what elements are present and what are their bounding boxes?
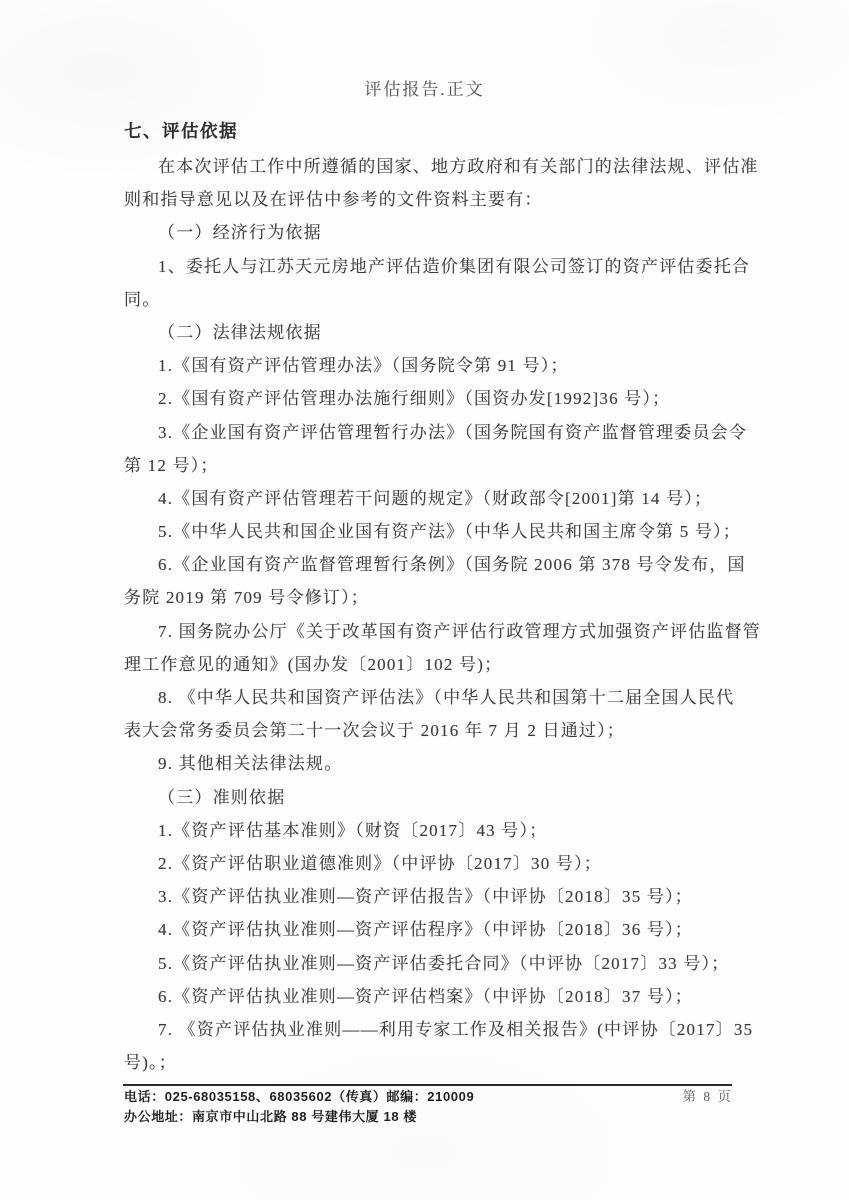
paragraph-line: 5.《中华人民共和国企业国有资产法》（中华人民共和国主席令第 5 号）； (158, 522, 741, 542)
paragraph-line: 则和指导意见以及在评估中参考的文件资料主要有： (124, 190, 543, 210)
footer-phone-line: 电话：025-68035158、68035602（传真）邮编：210009 (124, 1089, 475, 1104)
paragraph-line: 理工作意见的通知》(国办发〔2001〕102 号)； (124, 654, 503, 674)
document-header-title: 评估报告.正文 (364, 80, 485, 99)
page-number: 第 8 页 (682, 1089, 733, 1104)
paragraph-line: 务院 2019 第 709 号令修订）； (124, 588, 369, 608)
paragraph-line: 8. 《中华人民共和国资产评估法》（中华人民共和国第十二届全国人民代 (158, 688, 735, 707)
paragraph-line: 6.《资产评估执业准则—资产评估档案》（中评协〔2018〕37 号）； (158, 986, 693, 1006)
paragraph-line: 号)。； (124, 1053, 177, 1073)
paragraph-line: 4.《资产评估执业准则—资产评估程序》（中评协〔2018〕36 号）； (158, 920, 693, 940)
paragraph-line: 3.《企业国有资产评估管理暂行办法》（国务院国有资产监督管理委员会令 (158, 422, 748, 442)
footer-address-line: 办公地址：南京市中山北路 88 号建伟大厦 18 楼 (124, 1109, 417, 1124)
paragraph-line: 7. 国务院办公厅《关于改革国有资产评估行政管理方式加强资产评估监督管 (158, 621, 761, 641)
paragraph-line: 第 12 号）； (124, 455, 219, 475)
paragraph-line: 7. 《资产评估执业准则——利用专家工作及相关报告》(中评协〔2017〕35 (158, 1019, 754, 1039)
section-heading: 七、评估依据 (124, 121, 238, 141)
paragraph-line: 5.《资产评估执业准则—资产评估委托合同》（中评协〔2017〕33 号）； (158, 953, 730, 973)
footer-contact-block (124, 1087, 474, 1127)
paragraph-line: 9. 其他相关法律法规。 (158, 754, 343, 774)
paragraph-line: 4.《国有资产评估管理若干问题的规定》（财政部令[2001]第 14 号）； (158, 488, 713, 508)
paragraph-line: 2.《资产评估职业道德准则》（中评协〔2017〕30 号）； (158, 853, 602, 873)
paragraph-line: 3.《资产评估执业准则—资产评估报告》（中评协〔2018〕35 号）； (158, 887, 693, 907)
footer-divider (123, 1084, 732, 1086)
paragraph-line: 2.《国有资产评估管理办法施行细则》（国资办发[1992]36 号）； (158, 389, 671, 409)
paragraph-line: 表大会常务委员会第二十一次会议于 2016 年 7 月 2 日通过）； (124, 721, 625, 741)
paragraph-line: 6.《企业国有资产监督管理暂行条例》（国务院 2006 第 378 号令发布，国 (158, 555, 746, 575)
paragraph-line: （三）准则依据 (158, 787, 286, 807)
paragraph-line: 1.《国有资产评估管理办法》（国务院令第 91 号）； (158, 356, 569, 376)
paragraph-line: 1.《资产评估基本准则》（财资〔2017〕43 号）； (158, 820, 548, 840)
paragraph-line: 1、委托人与江苏天元房地产评估造价集团有限公司签订的资产评估委托合 (158, 256, 751, 276)
paragraph-line: （二）法律法规依据 (158, 322, 322, 342)
paragraph-line: 同。 (124, 289, 161, 309)
document-body (124, 150, 761, 1079)
paragraph-line: （一）经济行为依据 (158, 223, 322, 243)
paragraph-line: 在本次评估工作中所遵循的国家、地方政府和有关部门的法律法规、评估准 (158, 157, 759, 176)
